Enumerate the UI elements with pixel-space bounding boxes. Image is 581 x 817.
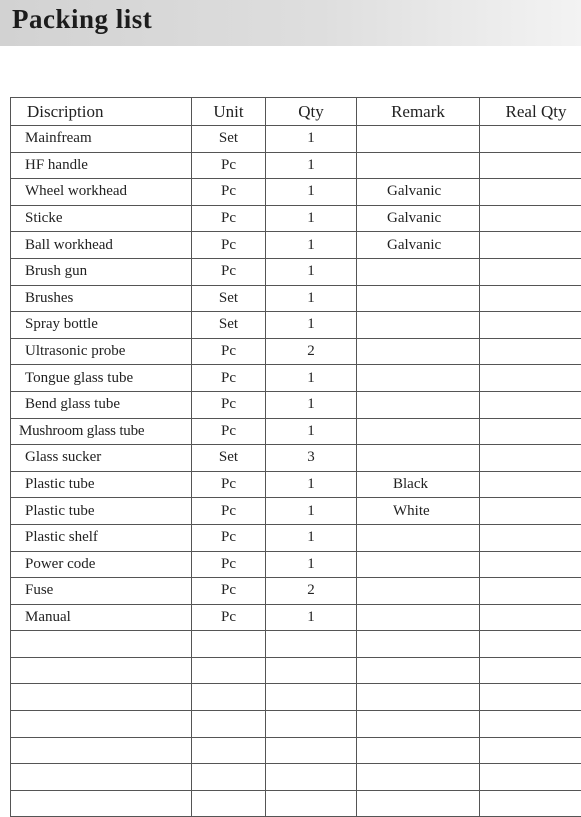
- cell-description: Bend glass tube: [11, 391, 192, 418]
- cell-remark: [357, 391, 480, 418]
- cell-real-qty: [480, 764, 581, 791]
- cell-real-qty: [480, 152, 581, 179]
- cell-remark: [357, 711, 480, 738]
- cell-real-qty: [480, 578, 581, 605]
- table-row: [11, 391, 581, 418]
- cell-qty: 1: [266, 285, 357, 312]
- cell-real-qty: [480, 737, 581, 764]
- cell-description: Glass sucker: [11, 445, 192, 472]
- cell-remark: [357, 604, 480, 631]
- cell-description: Plastic tube: [11, 498, 192, 525]
- cell-real-qty: [480, 684, 581, 711]
- cell-unit: Pc: [192, 232, 266, 259]
- cell-unit: Pc: [192, 152, 266, 179]
- cell-real-qty: [480, 498, 581, 525]
- cell-unit: [192, 764, 266, 791]
- cell-unit: Set: [192, 312, 266, 339]
- table-row: [11, 258, 581, 285]
- cell-qty: [266, 764, 357, 791]
- cell-remark: Galvanic: [357, 232, 480, 259]
- cell-description: Manual: [11, 604, 192, 631]
- cell-qty: 1: [266, 498, 357, 525]
- cell-description: [11, 711, 192, 738]
- cell-description: [11, 657, 192, 684]
- cell-qty: 1: [266, 312, 357, 339]
- cell-qty: 1: [266, 604, 357, 631]
- cell-description: Plastic shelf: [11, 524, 192, 551]
- table-row: [11, 498, 581, 525]
- cell-description: Tongue glass tube: [11, 365, 192, 392]
- cell-description: Mushroom glass tube: [11, 418, 192, 445]
- table-row: [11, 205, 581, 232]
- cell-remark: [357, 790, 480, 817]
- cell-unit: Set: [192, 126, 266, 153]
- cell-qty: [266, 657, 357, 684]
- cell-unit: Pc: [192, 498, 266, 525]
- cell-description: Plastic tube: [11, 471, 192, 498]
- cell-qty: 2: [266, 338, 357, 365]
- table-row: [11, 551, 581, 578]
- table-row: [11, 232, 581, 259]
- cell-unit: Pc: [192, 551, 266, 578]
- cell-remark: [357, 551, 480, 578]
- cell-real-qty: [480, 391, 581, 418]
- cell-qty: 1: [266, 126, 357, 153]
- cell-real-qty: [480, 179, 581, 206]
- cell-unit: Pc: [192, 471, 266, 498]
- cell-real-qty: [480, 338, 581, 365]
- cell-remark: [357, 737, 480, 764]
- cell-remark: [357, 578, 480, 605]
- cell-unit: Pc: [192, 524, 266, 551]
- cell-real-qty: [480, 285, 581, 312]
- cell-real-qty: [480, 631, 581, 658]
- table-row: [11, 657, 581, 684]
- cell-unit: Pc: [192, 365, 266, 392]
- cell-description: HF handle: [11, 152, 192, 179]
- table-row: [11, 684, 581, 711]
- cell-real-qty: [480, 418, 581, 445]
- cell-unit: Pc: [192, 338, 266, 365]
- cell-unit: Pc: [192, 205, 266, 232]
- table-row: [11, 631, 581, 658]
- cell-unit: [192, 737, 266, 764]
- cell-remark: [357, 126, 480, 153]
- table-row: [11, 179, 581, 206]
- cell-qty: 1: [266, 551, 357, 578]
- cell-real-qty: [480, 471, 581, 498]
- cell-qty: 1: [266, 418, 357, 445]
- cell-description: Spray bottle: [11, 312, 192, 339]
- cell-description: Power code: [11, 551, 192, 578]
- cell-remark: White: [357, 498, 480, 525]
- cell-qty: 1: [266, 205, 357, 232]
- cell-description: [11, 631, 192, 658]
- cell-qty: [266, 711, 357, 738]
- cell-unit: Pc: [192, 258, 266, 285]
- cell-real-qty: [480, 551, 581, 578]
- cell-unit: [192, 657, 266, 684]
- cell-real-qty: [480, 657, 581, 684]
- cell-real-qty: [480, 790, 581, 817]
- packing-list-table: [10, 97, 581, 817]
- table-row: [11, 471, 581, 498]
- cell-description: [11, 764, 192, 791]
- cell-description: Fuse: [11, 578, 192, 605]
- cell-remark: [357, 365, 480, 392]
- cell-qty: [266, 737, 357, 764]
- cell-real-qty: [480, 232, 581, 259]
- cell-remark: [357, 312, 480, 339]
- cell-unit: Pc: [192, 604, 266, 631]
- cell-unit: Set: [192, 285, 266, 312]
- cell-description: Mainfream: [11, 126, 192, 153]
- cell-description: Brush gun: [11, 258, 192, 285]
- table-header-row: [11, 98, 581, 126]
- cell-description: Ball workhead: [11, 232, 192, 259]
- cell-remark: Black: [357, 471, 480, 498]
- cell-remark: [357, 657, 480, 684]
- cell-qty: 3: [266, 445, 357, 472]
- table-row: [11, 737, 581, 764]
- table-row: [11, 312, 581, 339]
- cell-qty: 1: [266, 391, 357, 418]
- cell-real-qty: [480, 445, 581, 472]
- cell-remark: [357, 338, 480, 365]
- cell-description: [11, 737, 192, 764]
- cell-qty: 1: [266, 179, 357, 206]
- column-header-remark: Remark: [357, 98, 480, 126]
- cell-description: Wheel workhead: [11, 179, 192, 206]
- cell-description: Ultrasonic probe: [11, 338, 192, 365]
- cell-qty: [266, 631, 357, 658]
- cell-real-qty: [480, 126, 581, 153]
- column-header-unit: Unit: [192, 98, 266, 126]
- cell-real-qty: [480, 711, 581, 738]
- cell-description: [11, 684, 192, 711]
- cell-description: Brushes: [11, 285, 192, 312]
- table-row: [11, 764, 581, 791]
- table-row: [11, 445, 581, 472]
- cell-real-qty: [480, 365, 581, 392]
- cell-unit: Pc: [192, 418, 266, 445]
- cell-remark: Galvanic: [357, 179, 480, 206]
- cell-qty: 1: [266, 365, 357, 392]
- cell-unit: Pc: [192, 391, 266, 418]
- table-row: [11, 418, 581, 445]
- cell-unit: Pc: [192, 179, 266, 206]
- cell-unit: Pc: [192, 578, 266, 605]
- cell-remark: [357, 764, 480, 791]
- table-row: [11, 126, 581, 153]
- cell-qty: 1: [266, 258, 357, 285]
- cell-unit: [192, 684, 266, 711]
- header-banner: [0, 0, 581, 46]
- cell-real-qty: [480, 604, 581, 631]
- cell-remark: [357, 418, 480, 445]
- cell-qty: 2: [266, 578, 357, 605]
- cell-remark: [357, 258, 480, 285]
- table-row: [11, 578, 581, 605]
- cell-real-qty: [480, 524, 581, 551]
- cell-real-qty: [480, 205, 581, 232]
- cell-remark: [357, 152, 480, 179]
- cell-description: [11, 790, 192, 817]
- table-row: [11, 790, 581, 817]
- cell-unit: [192, 790, 266, 817]
- cell-remark: [357, 631, 480, 658]
- cell-remark: [357, 445, 480, 472]
- column-header-real-qty: Real Qty: [480, 98, 581, 126]
- column-header-description: Discription: [11, 98, 192, 126]
- cell-qty: [266, 790, 357, 817]
- table-row: [11, 524, 581, 551]
- cell-remark: [357, 524, 480, 551]
- cell-qty: 1: [266, 471, 357, 498]
- cell-qty: [266, 684, 357, 711]
- cell-qty: 1: [266, 232, 357, 259]
- column-header-qty: Qty: [266, 98, 357, 126]
- cell-qty: 1: [266, 524, 357, 551]
- cell-real-qty: [480, 312, 581, 339]
- cell-unit: [192, 711, 266, 738]
- table-row: [11, 604, 581, 631]
- table-body: [11, 126, 581, 817]
- cell-remark: [357, 285, 480, 312]
- cell-qty: 1: [266, 152, 357, 179]
- cell-remark: [357, 684, 480, 711]
- table-row: [11, 365, 581, 392]
- table-row: [11, 152, 581, 179]
- table-row: [11, 285, 581, 312]
- table-row: [11, 338, 581, 365]
- cell-remark: Galvanic: [357, 205, 480, 232]
- page-title: Packing list: [12, 4, 152, 35]
- cell-unit: Set: [192, 445, 266, 472]
- cell-real-qty: [480, 258, 581, 285]
- table-row: [11, 711, 581, 738]
- cell-unit: [192, 631, 266, 658]
- cell-description: Sticke: [11, 205, 192, 232]
